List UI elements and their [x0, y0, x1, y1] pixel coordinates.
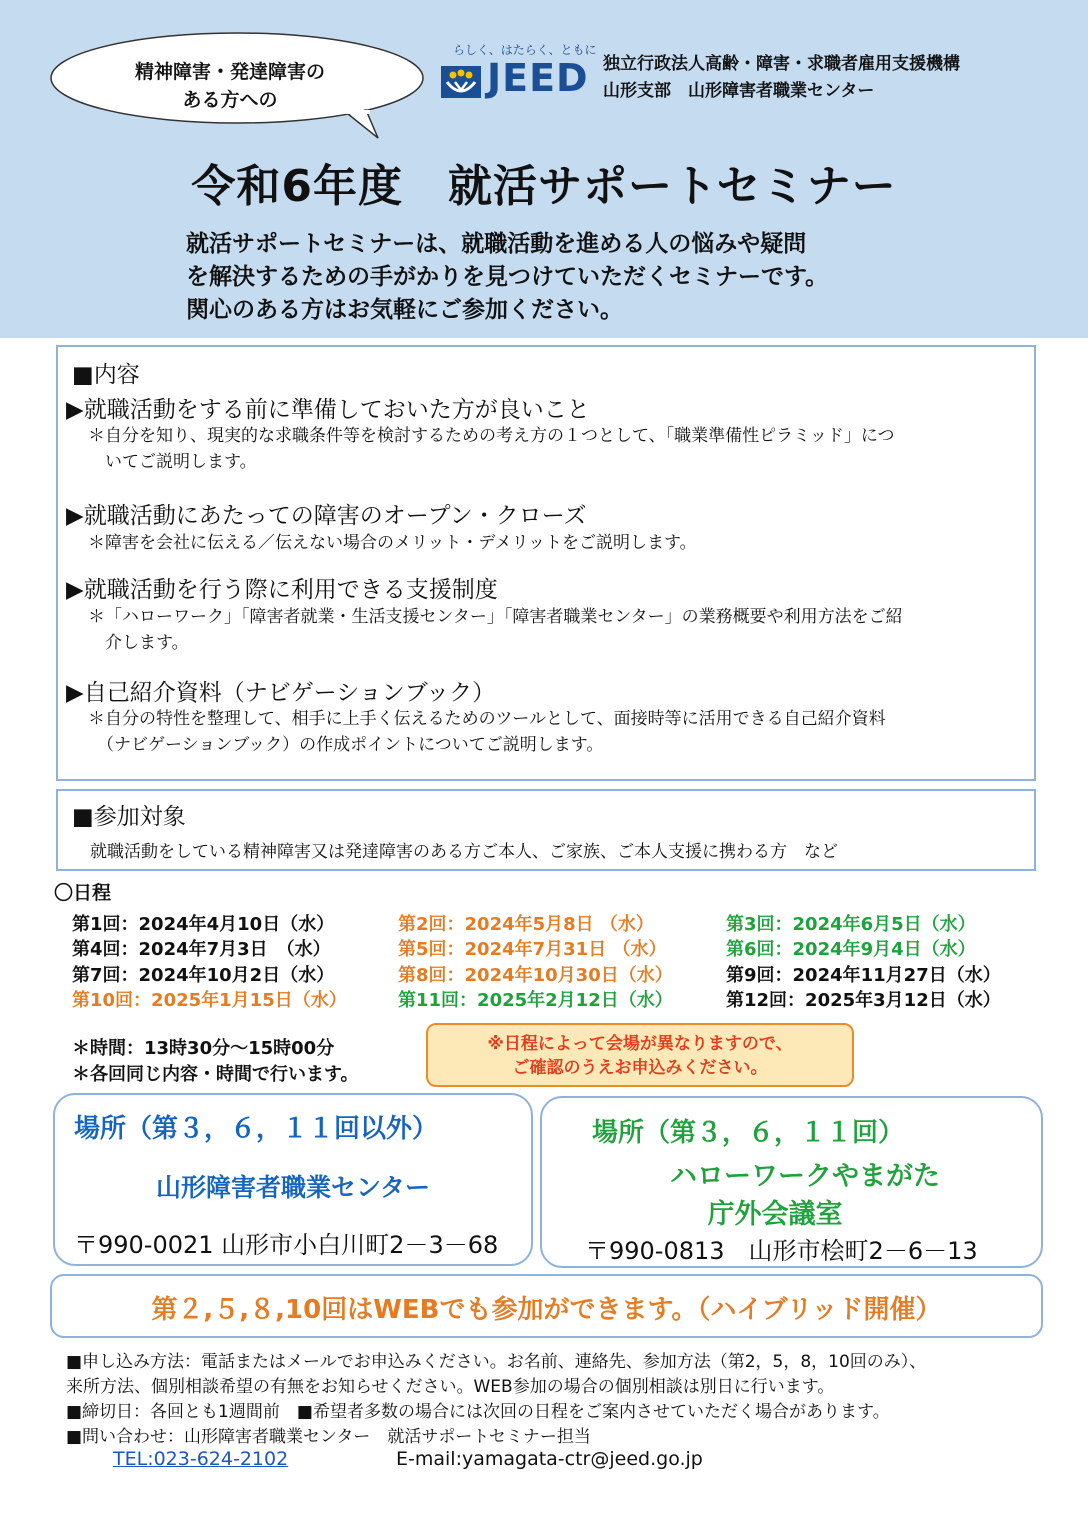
web-banner-text: 第２,５,８,10回はWEBでも参加ができます。（ハイブリッド開催） [151, 1295, 942, 1325]
content-heading: ■内容 [72, 362, 140, 388]
session-same-note: ＊各回同じ内容・時間で行います。 [72, 1064, 359, 1085]
warning-line-1: ※日程によって会場が異なりますので、 [487, 1034, 793, 1054]
content-item-1-title: ▶就職活動をする前に準備しておいた方が良いこと [66, 397, 590, 423]
jeed-tagline: らしく、はたらく、ともに [453, 43, 597, 57]
content-item-2-title: ▶就職活動にあたっての障害のオープン・クローズ [66, 503, 587, 529]
content-item-4-note-2: （ナビゲーションブック）の作成ポイントについてご説明します。 [97, 735, 604, 755]
venue-hellowork-heading: 場所（第３，６，１１回） [592, 1118, 905, 1148]
content-item-1-note-2: いてご説明します。 [105, 452, 257, 472]
content-item-4-title: ▶自己紹介資料（ナビゲーションブック） [66, 680, 496, 706]
footer-apply-line-1: ■申し込み方法：電話またはメールでお申込みください。お名前、連絡先、参加方法（第2，5，8，10回のみ）、 [66, 1352, 927, 1372]
bubble-line-1: 精神障害・発達障害の [134, 61, 325, 83]
jeed-logo-text: JEED [487, 56, 589, 100]
venue-main-heading: 場所（第３，６，１１回以外） [74, 1114, 439, 1144]
session-4: 第4回：2024年7月3日 （水） [72, 939, 331, 960]
footer-contact: ■問い合わせ：山形障害者職業センター 就活サポートセミナー担当 [66, 1427, 591, 1447]
session-3: 第3回：2024年6月5日（水） [726, 914, 976, 935]
content-item-2-note-1: ＊障害を会社に伝える／伝えない場合のメリット・デメリットをご説明します。 [88, 533, 697, 553]
venue-hellowork-room: 庁外会議室 [707, 1199, 843, 1230]
content-item-3-note-1: ＊「ハローワーク」「障害者就業・生活支援センター」「障害者職業センター」の業務概要や利用方法をご紹 [88, 607, 903, 627]
intro-line-2: を解決するための手がかりを見つけていただくセミナーです。 [186, 264, 829, 290]
warning-line-2: ご確認のうえお申込みください。 [512, 1058, 768, 1078]
session-5: 第5回：2024年7月31日 （水） [398, 939, 667, 960]
content-item-3-note-2: 介します。 [105, 633, 189, 653]
session-9: 第9回：2024年11月27日（水） [726, 965, 1001, 986]
venue-hellowork-address: 〒990-0813 山形市桧町2－6－13 [585, 1237, 978, 1265]
session-6: 第6回：2024年9月4日（水） [726, 939, 976, 960]
intro-line-1: 就活サポートセミナーは、就職活動を進める人の悩みや疑問 [186, 231, 807, 257]
footer-deadline: ■締切日：各回とも1週間前 ■希望者多数の場合には次回の日程をご案内させていただく場合があります。 [66, 1402, 890, 1422]
venue-warning-text [426, 1032, 854, 1080]
content-item-3-title: ▶就職活動を行う際に利用できる支援制度 [66, 577, 498, 603]
jeed-logo-icon [441, 66, 481, 98]
target-text: 就職活動をしている精神障害又は発達障害のある方ご本人、ご家族、ご本人支援に携わる方 など [90, 842, 838, 862]
tel-link[interactable]: TEL:023-624-2102 [113, 1448, 289, 1470]
session-8: 第8回：2024年10月30日（水） [398, 965, 673, 986]
venue-main-name: 山形障害者職業センター [155, 1173, 430, 1202]
venue-hellowork-name: ハローワークやまがた [670, 1161, 940, 1192]
org-name: 独立行政法人高齢・障害・求職者雇用支援機構 [603, 54, 960, 74]
schedule-heading: 〇日程 [54, 882, 112, 904]
bubble-line-2: ある方への [182, 89, 278, 111]
intro-line-3: 関心のある方はお気軽にご参加ください。 [186, 297, 623, 323]
content-item-1-note-1: ＊自分を知り、現実的な求職条件等を検討するための考え方の１つとして、「職業準備性ピラミッド」につ [88, 426, 895, 446]
bubble-text [80, 58, 380, 114]
session-2: 第2回：2024年5月8日 （水） [398, 914, 654, 935]
venue-main-address: 〒990-0021 山形市小白川町2－3－68 [74, 1231, 499, 1259]
session-time: ＊時間：13時30分～15時00分 [72, 1038, 335, 1059]
page-title: 令和6年度 就活サポートセミナー [191, 161, 897, 212]
org-branch: 山形支部 山形障害者職業センター [603, 81, 875, 101]
intro-text [186, 228, 1066, 327]
session-11: 第11回：2025年2月12日（水） [398, 990, 673, 1011]
session-1: 第1回：2024年4月10日（水） [72, 914, 335, 935]
email-address[interactable]: E-mail:yamagata-ctr@jeed.go.jp [396, 1448, 703, 1470]
content-item-4-note-1: ＊自分の特性を整理して、相手に上手く伝えるためのツールとして、面接時等に活用できる自己紹介資料 [88, 709, 886, 729]
session-12: 第12回：2025年3月12日（水） [726, 990, 1001, 1011]
session-7: 第7回：2024年10月2日（水） [72, 965, 335, 986]
target-heading: ■参加対象 [72, 804, 186, 830]
session-10: 第10回：2025年1月15日（水） [72, 990, 347, 1011]
footer-apply-line-2: 来所方法、個別相談希望の有無をお知らせください。WEB参加の場合の個別相談は別日に行います。 [66, 1377, 835, 1397]
